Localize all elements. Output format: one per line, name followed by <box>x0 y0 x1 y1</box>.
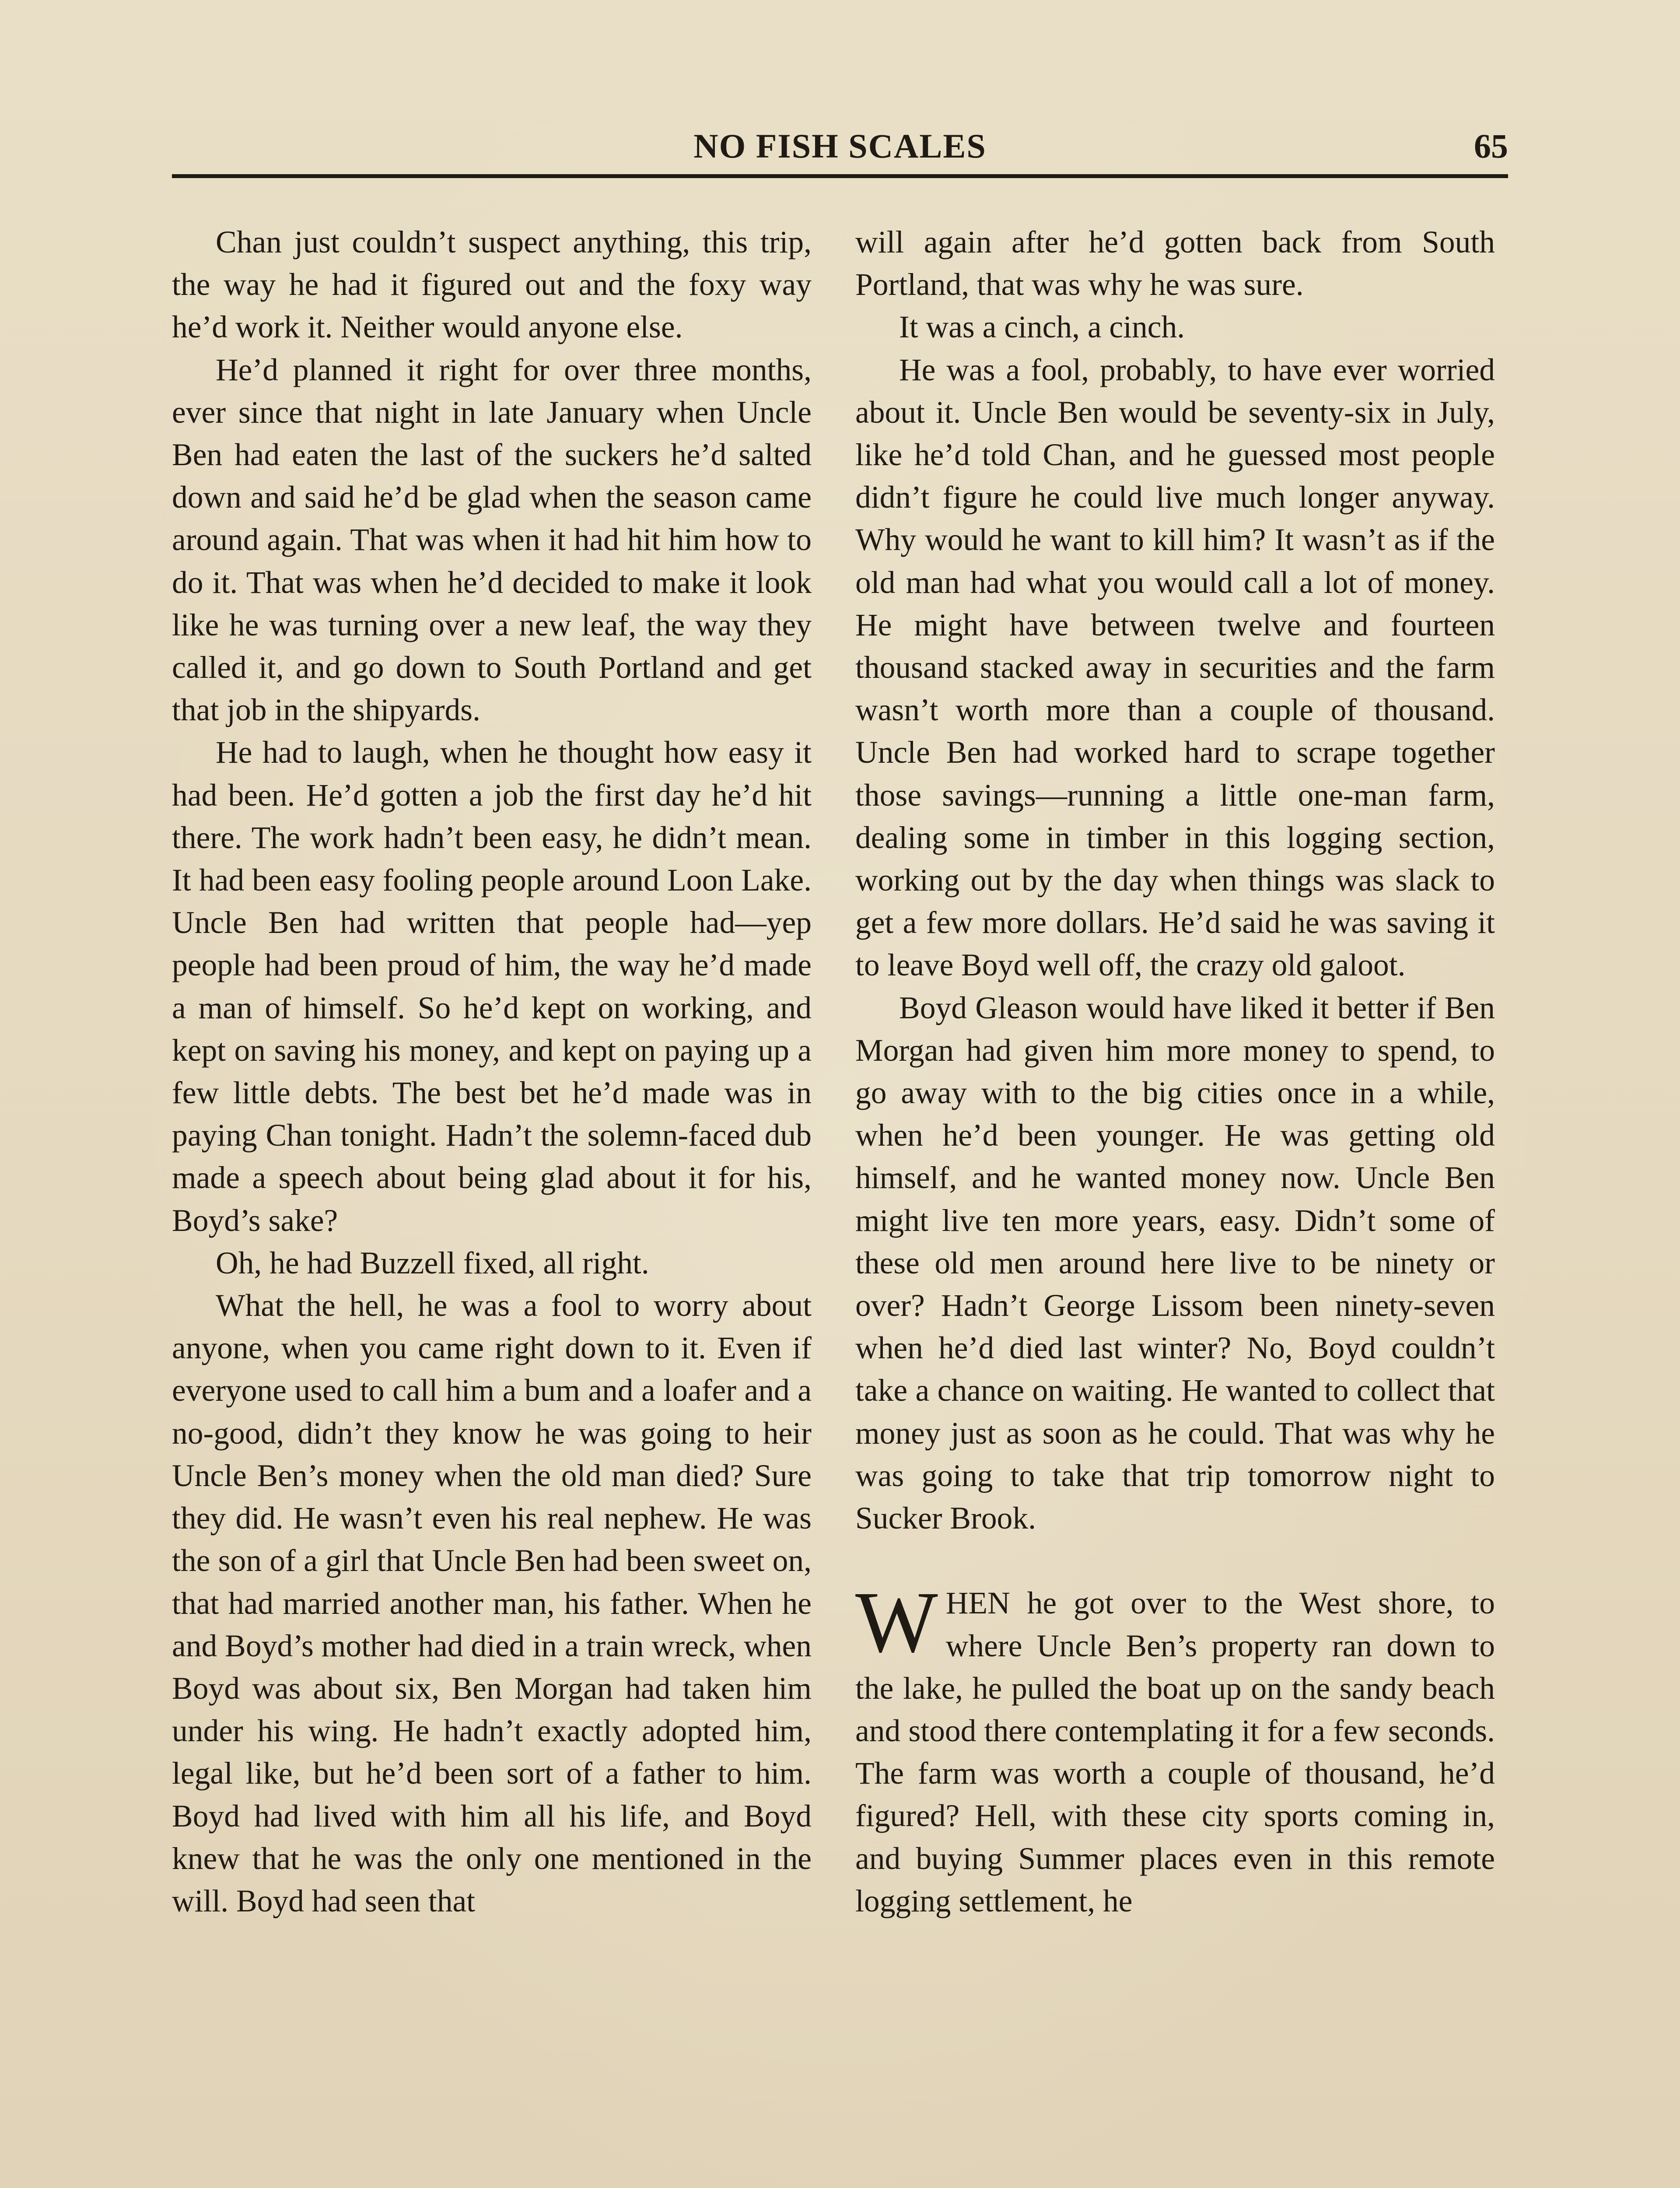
right-column <box>855 221 1495 1922</box>
page-number: 65 <box>1474 127 1508 165</box>
paragraph: Chan just couldn’t suspect anything, this trip, the way he had it figured out and the foxy way he’d work it. Neither would anyone else. <box>172 225 812 345</box>
drop-cap: W <box>855 1574 938 1671</box>
paragraph: He was a fool, probably, to have ever worried about it. Uncle Ben would be seventy-six in July, like he’d told Chan, and he guessed most people didn’t figure he could live much longer anyway. Why would he want to kill him? It wasn’t as if the old man had what you would call a lot of money. He might have between twelve and fourteen thousand stacked away in securities and the farm wasn’t worth more than a couple of thousand. Uncle Ben had worked hard to scrape together those savings—running a little one-man farm, dealing some in timber in this logging section, working out by the day when things was slack to get a few more dollars. He’d said he was saving it to leave Boyd well off, the crazy old galoot. <box>855 352 1495 983</box>
paragraph: What the hell, he was a fool to worry about anyone, when you came right down to it. Even if everyone used to call him a bum and a loafer and a no-good, didn’t they know he was going to heir Uncle Ben’s money when the old man died? Sure they did. He wasn’t even his real nephew. He was the son of a girl that Uncle Ben had been sweet on, that had married another man, his father. When he and Boyd’s mother had died in a train wreck, when Boyd was about six, Ben Morgan had taken him under his wing. He hadn’t exactly adopted him, legal like, but he’d been sort of a father to him. Boyd had lived with him all his life, and Boyd knew that he was the only one mentioned in the will. Boyd had seen that <box>172 1288 812 1918</box>
paragraph: Boyd Gleason would have liked it better if Ben Morgan had given him more money to spend, to go away with to the big cities once in a while, when he’d been younger. He was getting old himself, and he wanted money now. Uncle Ben might live ten more years, easy. Didn’t some of these old men around here live to be ninety or over? Hadn’t George Lissom been ninety-seven when he’d died last winter? No, Boyd couldn’t take a chance on waiting. He wanted to collect that money just as soon as he could. That was why he was going to take that trip tomorrow night to Sucker Brook. <box>855 990 1495 1536</box>
paragraph: It was a cinch, a cinch. <box>899 310 1185 345</box>
running-head <box>172 123 1508 172</box>
section-text: HEN he got over to the West shore, to where Uncle Ben’s property ran down to the lake, he pulled the boat up on the sandy beach and stood there contemplating it for a few seconds. The farm was worth a couple of thousand, he’d figured? Hell, with these city sports coming in, and buying Summer places even in this remote logging settlement, he <box>855 1586 1495 1918</box>
section-paragraph <box>855 1574 1495 1922</box>
header-rule <box>172 174 1508 178</box>
running-title: NO FISH SCALES <box>693 127 987 165</box>
paragraph: Oh, he had Buzzell fixed, all right. <box>216 1245 649 1280</box>
paragraph: He had to laugh, when he thought how easy it had been. He’d gotten a job the first day he’d hit there. The work hadn’t been easy, he didn’t mean. It had been easy fooling people around Loon Lake. Uncle Ben had written that people had—yep people had been proud of him, the way he’d made a man of himself. So he’d kept on working, and kept on saving his money, and kept on paying up a few little debts. The best bet he’d made was in paying Chan tonight. Hadn’t the solemn-faced dub made a speech about being glad about it for his, Boyd’s sake? <box>172 735 812 1238</box>
paragraph: He’d planned it right for over three months, ever since that night in late January when Uncle Ben had eaten the last of the suckers he’d salted down and said he’d be glad when the season came around again. That was when it had hit him how to do it. That was when he’d decided to make it look like he was turning over a new leaf, the way they called it, and go down to South Portland and get that job in the shipyards. <box>172 352 812 728</box>
paragraph: will again after he’d gotten back from South Portland, that was why he was sure. <box>855 225 1495 302</box>
left-column <box>172 221 812 1922</box>
section-break <box>855 1539 1495 1582</box>
